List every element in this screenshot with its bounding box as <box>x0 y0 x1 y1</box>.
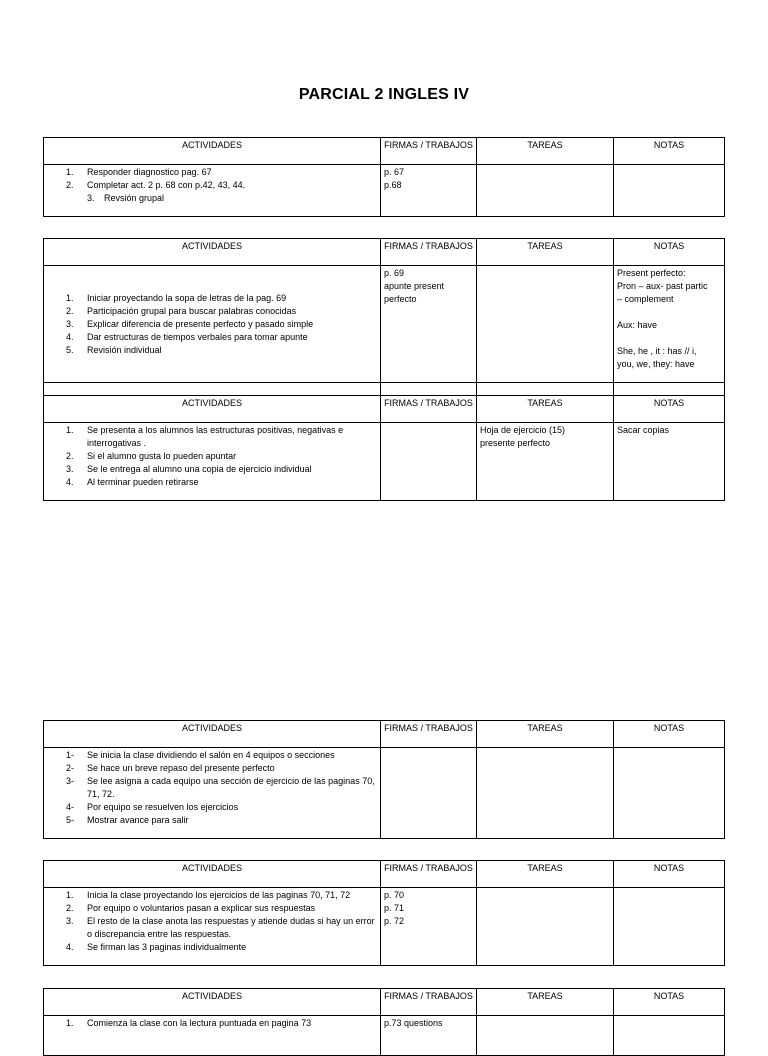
list-item: 1. Comienza la clase con la lectura puntuada en pagina 73 <box>66 1018 312 1028</box>
lesson-table-4 <box>43 720 725 839</box>
list-item: 5. Revisión individual <box>66 344 162 355</box>
lesson-table-5 <box>43 860 725 966</box>
table-spacer-row <box>44 383 725 396</box>
tareas-cell <box>477 165 614 217</box>
header-notas: NOTAS <box>614 721 725 748</box>
lesson-table-2 <box>43 238 725 501</box>
table-header-row <box>44 138 725 165</box>
list-item: 1- Se inicia la clase dividiendo el salón en 4 equipos o secciones <box>66 750 335 760</box>
actividades-cell <box>44 423 381 501</box>
list-item: 4- Por equipo se resuelven los ejercicios <box>66 802 239 812</box>
table-header-row <box>44 989 725 1016</box>
header-actividades: ACTIVIDADES <box>44 239 381 266</box>
header-actividades: ACTIVIDADES <box>44 721 381 748</box>
notas-cell: Present perfecto: Pron – aux- past partic – complement Aux: have She, he , it : has // i, you, we, they: have <box>614 266 725 383</box>
header-firmas: FIRMAS / TRABAJOS <box>381 239 477 266</box>
header-notas: NOTAS <box>614 861 725 888</box>
list-item: 1. Iniciar proyectando la sopa de letras de la pag. 69 <box>66 292 287 303</box>
header-notas: NOTAS <box>614 396 725 423</box>
header-firmas: FIRMAS / TRABAJOS <box>381 721 477 748</box>
list-item: 4. Se firman las 3 paginas individualmente <box>66 942 247 952</box>
lesson-table-6 <box>43 988 725 1056</box>
list-item: 2. Completar act. 2 p. 68 con p.42, 43, 44. <box>66 180 246 190</box>
list-item: 1. Se presenta a los alumnos las estructuras positivas, negativas e interrogativas . <box>66 425 344 448</box>
table-header-row <box>44 396 725 423</box>
notas-cell <box>614 1016 725 1056</box>
header-tareas: TAREAS <box>477 239 614 266</box>
table-header-row <box>44 721 725 748</box>
firmas-cell: p. 69 apunte present perfecto <box>381 266 477 383</box>
table-header-row <box>44 239 725 266</box>
header-actividades: ACTIVIDADES <box>44 138 381 165</box>
header-actividades: ACTIVIDADES <box>44 989 381 1016</box>
table-header-row <box>44 861 725 888</box>
notas-cell <box>614 888 725 966</box>
list-item: 2. Participación grupal para buscar palabras conocidas <box>66 305 297 316</box>
header-firmas: FIRMAS / TRABAJOS <box>381 861 477 888</box>
header-firmas: FIRMAS / TRABAJOS <box>381 989 477 1016</box>
notas-cell <box>614 165 725 217</box>
header-notas: NOTAS <box>614 989 725 1016</box>
header-firmas: FIRMAS / TRABAJOS <box>381 396 477 423</box>
notas-cell: Sacar copias <box>614 423 725 501</box>
header-tareas: TAREAS <box>477 396 614 423</box>
header-notas: NOTAS <box>614 239 725 266</box>
header-tareas: TAREAS <box>477 861 614 888</box>
actividades-cell <box>44 748 381 839</box>
header-tareas: TAREAS <box>477 721 614 748</box>
list-item: 1. Inicia la clase proyectando los ejercicios de las paginas 70, 71, 72 <box>66 890 351 900</box>
list-item: 3. Se le entrega al alumno una copia de ejercicio individual <box>66 464 312 474</box>
list-item: 3. Explicar diferencia de presente perfecto y pasado simple <box>66 318 314 329</box>
firmas-cell: p. 70 p. 71 p. 72 <box>381 888 477 966</box>
actividades-cell <box>44 888 381 966</box>
page-title: PARCIAL 2 INGLES IV <box>298 86 470 103</box>
table-row <box>44 423 725 501</box>
table-row <box>44 1016 725 1056</box>
table-row <box>44 266 725 383</box>
firmas-cell <box>381 748 477 839</box>
list-item: 4. Dar estructuras de tiempos verbales para tomar apunte <box>66 331 308 342</box>
list-item: 4. Al terminar pueden retirarse <box>66 477 199 487</box>
actividades-cell <box>44 266 381 383</box>
header-tareas: TAREAS <box>477 138 614 165</box>
tareas-cell: Hoja de ejercicio (15) presente perfecto <box>477 423 614 501</box>
tareas-cell <box>477 888 614 966</box>
tareas-cell <box>477 748 614 839</box>
table-row <box>44 165 725 217</box>
actividades-cell <box>44 165 381 217</box>
list-item: 3. El resto de la clase anota las respuestas y atiende dudas si hay un error o discrepancia entre las respuestas. <box>66 916 375 939</box>
list-item: 2. Por equipo o voluntarios pasan a explicar sus respuestas <box>66 903 316 913</box>
header-notas: NOTAS <box>614 138 725 165</box>
list-item: 2. Si el alumno gusta lo pueden apuntar <box>66 451 237 461</box>
list-item: 1. Responder diagnostico pag. 67 <box>66 167 212 177</box>
tareas-cell <box>477 266 614 383</box>
firmas-cell <box>381 423 477 501</box>
list-item: 3- Se lee asigna a cada equipo una sección de ejercicio de las paginas 70, 71, 72. <box>66 776 375 799</box>
list-item: 3. Revsión grupal <box>87 193 165 203</box>
header-tareas: TAREAS <box>477 989 614 1016</box>
table-row <box>44 888 725 966</box>
table-row <box>44 748 725 839</box>
header-firmas: FIRMAS / TRABAJOS <box>381 138 477 165</box>
lesson-table-1 <box>43 137 725 217</box>
firmas-cell: p.73 questions <box>381 1016 477 1056</box>
list-item: 5- Mostrar avance para salir <box>66 815 189 825</box>
header-actividades: ACTIVIDADES <box>44 861 381 888</box>
list-item: 2- Se hace un breve repaso del presente perfecto <box>66 763 275 773</box>
actividades-cell <box>44 1016 381 1056</box>
notas-cell <box>614 748 725 839</box>
firmas-cell: p. 67 p.68 <box>381 165 477 217</box>
header-actividades: ACTIVIDADES <box>44 396 381 423</box>
tareas-cell <box>477 1016 614 1056</box>
